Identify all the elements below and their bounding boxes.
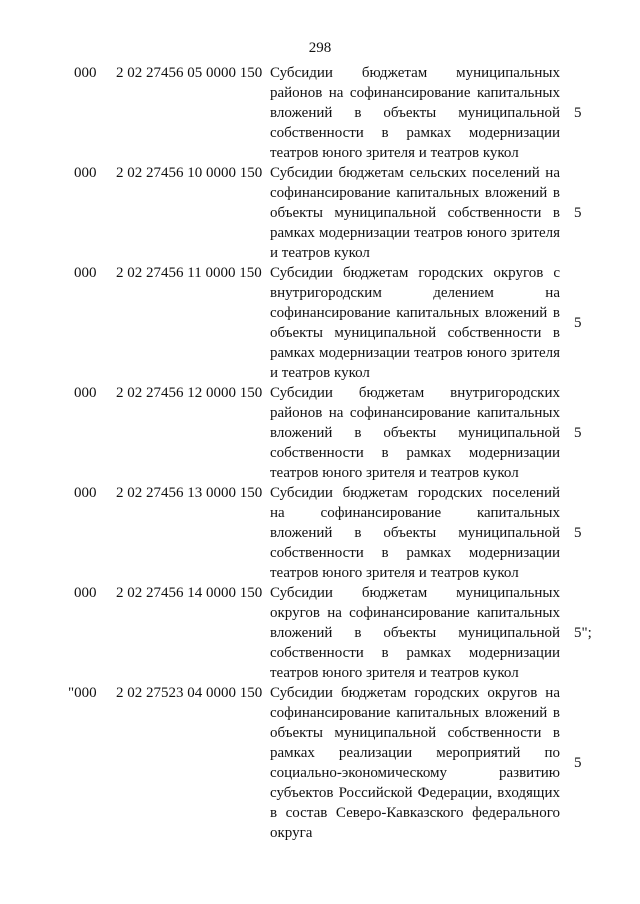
row-amount: 5: [574, 755, 582, 771]
row-description: Субсидии бюджетам городских округов на софинансирование капитальных вложений в объекты муниципальной собственности в рамках реализации мероприятий по социально-экономическому развитию субъектов Российской Федерации, входящих в состав Северо-Кавказского федерального округа: [270, 685, 560, 841]
budget-classification-code: 2 02 27456 14 0000 150: [116, 585, 263, 601]
table-row: [0, 483, 640, 583]
table-row: [0, 583, 640, 683]
row-description: Субсидии бюджетам внутригородских районов на софинансирование капитальных вложений в объекты муниципальной собственности в рамках модернизации театров юного зрителя и театров кукол: [270, 385, 560, 481]
budget-classification-code: 2 02 27456 05 0000 150: [116, 65, 263, 81]
admin-code: 000: [74, 585, 97, 601]
table-row: [0, 263, 640, 383]
row-amount: 5: [574, 315, 582, 331]
budget-classification-code: 2 02 27456 10 0000 150: [116, 165, 263, 181]
budget-classification-code: 2 02 27456 12 0000 150: [116, 385, 263, 401]
row-amount: 5: [574, 425, 582, 441]
admin-code: "000: [68, 685, 97, 701]
budget-classification-code: 2 02 27456 11 0000 150: [116, 265, 262, 281]
budget-classification-code: 2 02 27456 13 0000 150: [116, 485, 263, 501]
row-amount: 5: [574, 105, 582, 121]
admin-code: 000: [74, 485, 97, 501]
row-description: Субсидии бюджетам городских округов с внутригородским делением на софинансирование капитальных вложений в объекты муниципальной собственности в рамках модернизации театров юного зрителя и театров кукол: [270, 265, 560, 381]
admin-code: 000: [74, 385, 97, 401]
row-description: Субсидии бюджетам городских поселений на софинансирование капитальных вложений в объекты муниципальной собственности в рамках модернизации театров юного зрителя и театров кукол: [270, 485, 560, 581]
admin-code: 000: [74, 65, 97, 81]
row-description: Субсидии бюджетам муниципальных округов на софинансирование капитальных вложений в объекты муниципальной собственности в рамках модернизации театров юного зрителя и театров кукол: [270, 585, 560, 681]
table-row: [0, 683, 640, 843]
admin-code: 000: [74, 265, 97, 281]
budget-table: [0, 63, 640, 843]
table-row: [0, 163, 640, 263]
row-amount: 5: [574, 205, 582, 221]
row-amount: 5";: [574, 625, 592, 641]
table-row: [0, 63, 640, 163]
row-amount: 5: [574, 525, 582, 541]
row-description: Субсидии бюджетам сельских поселений на софинансирование капитальных вложений в объекты муниципальной собственности в рамках модернизации театров юного зрителя и театров кукол: [270, 165, 560, 261]
budget-classification-code: 2 02 27523 04 0000 150: [116, 685, 263, 701]
page-number: 298: [308, 40, 332, 56]
table-row: [0, 383, 640, 483]
row-description: Субсидии бюджетам муниципальных районов на софинансирование капитальных вложений в объекты муниципальной собственности в рамках модернизации театров юного зрителя и театров кукол: [270, 65, 560, 161]
admin-code: 000: [74, 165, 97, 181]
